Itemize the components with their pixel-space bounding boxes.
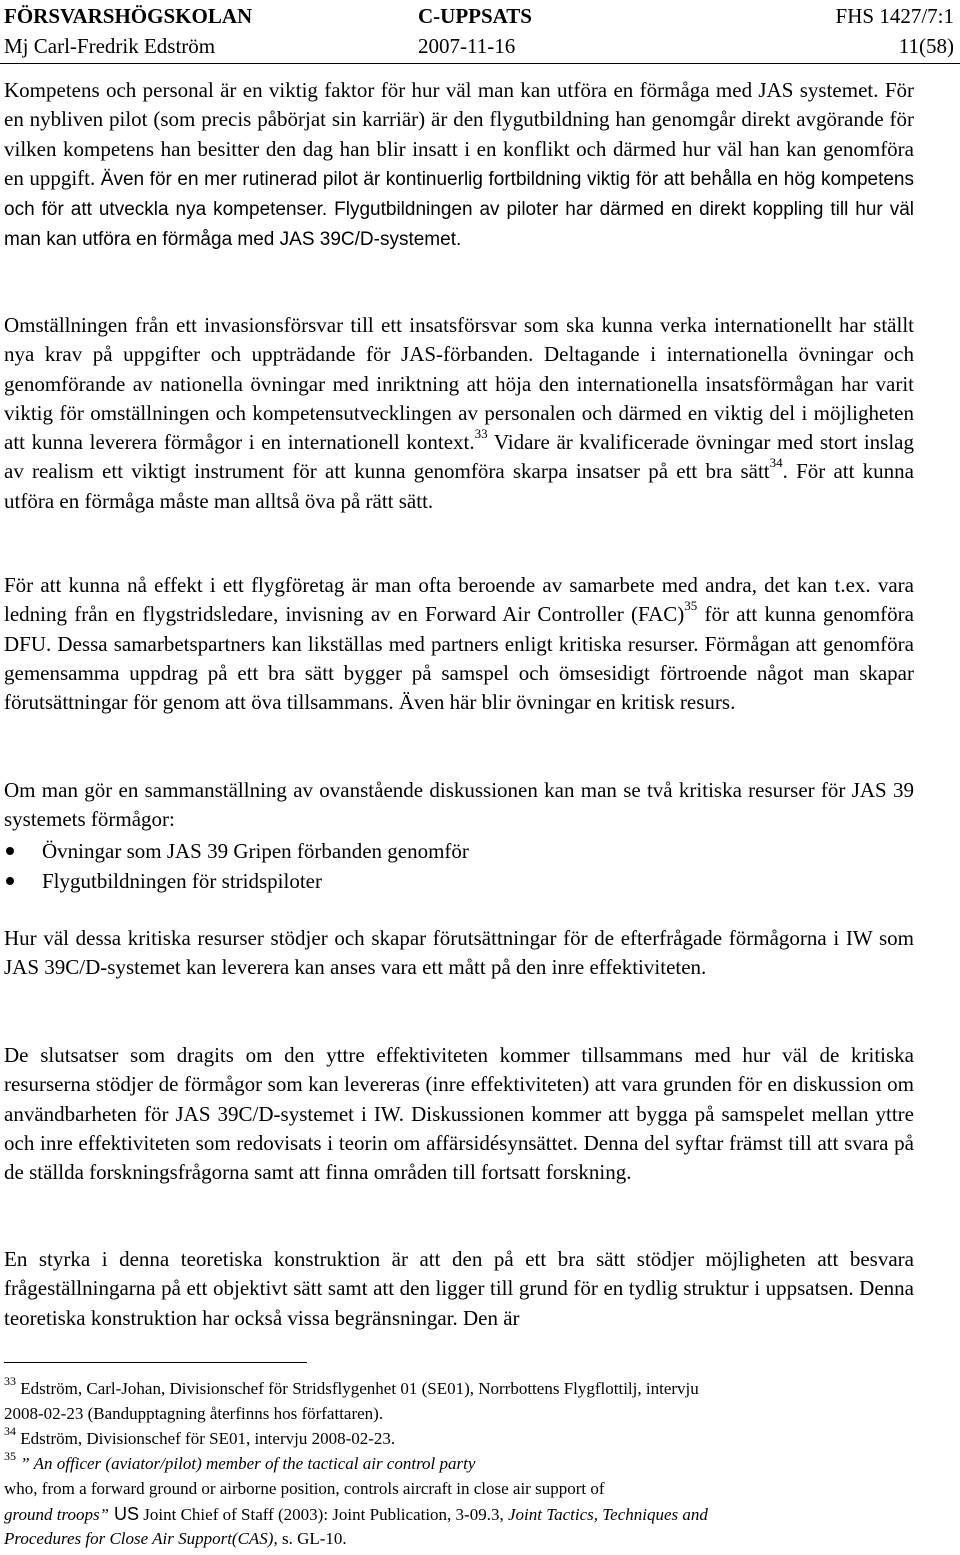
footnote-ref-33[interactable]: 33: [474, 426, 488, 442]
footnote-35-cont-1: who, from a forward ground or airborne position, controls aircraft in close air support of: [4, 1479, 605, 1498]
footnote-divider: [4, 1362, 307, 1363]
list-item: Flygutbildningen för stridspiloter: [4, 866, 914, 896]
header-page-number: 11(58): [898, 34, 954, 58]
footnote-35-cont-3: Procedures for Close Air Support(CAS), s. GL-10.: [4, 1529, 347, 1548]
footnote-33-cont: 2008-02-23 (Bandupptagning återfinns hos författaren).: [4, 1404, 384, 1423]
paragraph-conclusions: De slutsatser som dragits om den yttre effektiviteten kommer tillsammans med hur väl de kritiska resurserna stödjer de förmågor som kan levereras (inre effektiviteten) att vara grunden för en diskussion om användbarheten för JAS 39C/D-systemet i IW. Diskussionen kommer att bygga på samspelet mellan yttre och inre effektiviteten som redovisats i teorin om affärsidésynsättet. Denna del syftar främst till att svara på de ställda forskningsfrågorna samt att finna områden till fortsatt forskning.: [4, 1043, 914, 1185]
paragraph-inner-effectiveness: Hur väl dessa kritiska resurser stödjer och skapar förutsättningar för de efterfrågade förmågorna i IW som JAS 39C/D-systemet kan leverera kan anses vara ett mått på den inre effektiviteten.: [4, 926, 914, 980]
paragraph-transition: Omställningen från ett invasionsförsvar till ett insatsförsvar som ska kunna verka internationellt har ställt nya krav på uppgifter och uppträdande för JAS-förbanden. Deltagande i internationella övningar och genomförande av nationella övningar med inriktning att höja den internationella insatsförmågan har varit viktig för omställningen och kompetensutvecklingen av personalen och därmed en viktig del i möjligheten att kunna leverera förmågor i en internationell kontext.$^{33}$ Vidare är kvalificerade övningar med stort inslag av realism ett viktigt instrument för att kunna genomföra skarpa insatser på ett bra sätt$^{34}$. För att kunna utföra en förmåga måste man alltså öva på rätt sätt.: [4, 313, 915, 513]
header-divider: [0, 63, 960, 64]
bullet-icon: [6, 877, 14, 885]
list-item: Övningar som JAS 39 Gripen förbanden genomför: [4, 836, 914, 866]
paragraph-cooperation: För att kunna nå effekt i ett flygföretag är man ofta beroende av samarbete med andra, det kan t.ex. vara ledning från en flygstridsledare, invisning av en Forward Air Controller (FAC)$^{35}$ för att kunna genomföra DFU. Dessa samarbetspartners kan likställas med partners enligt kritiska resurser. Förmågan att genomföra gemensamma uppdrag på ett bra sätt bygger på samspel och ömsesidigt förtroende något man skapar förutsättningar för genom att öva tillsammans. Även här blir övningar en kritisk resurs.: [4, 573, 914, 715]
footnote-33: $^{33}$ Edström, Carl-Johan, Divisionschef för Stridsflygenhet 01 (SE01), Norrbottens Flygflottilj, intervju: [4, 1374, 699, 1398]
header-school: FÖRSVARSHÖGSKOLAN: [4, 4, 253, 28]
critical-resources-list: [4, 836, 914, 896]
header-doc-type: C-UPPSATS: [418, 4, 532, 28]
footnote-34: $^{34}$ Edström, Divisionschef för SE01, intervju 2008-02-23.: [4, 1424, 396, 1448]
header-author: Mj Carl-Fredrik Edström: [4, 34, 216, 58]
paragraph-critical-resources: Om man gör en sammanställning av ovanstående diskussionen kan man se två kritiska resurser för JAS 39 systemets förmågor:: [4, 778, 914, 832]
paragraph-competence: Kompetens och personal är en viktig faktor för hur väl man kan utföra en förmåga med JAS systemet. För en nybliven pilot (som precis påbörjat sin karriär) är den flygutbildning han genomgår direkt avgörande för vilken kompetens han besitter den dag han blir insatt i en konflikt och därmed hur väl han kan genomföra en uppgift. Även för en mer rutinerad pilot är kontinuerlig fortbildning viktig för att behålla en hög kompetens och för att utveckla nya kompetenser. Flygutbildningen av piloter har därmed en direkt koppling till hur väl man kan utföra en förmåga med JAS 39C/D-systemet.: [4, 78, 915, 251]
footnote-35-cont-2: ground troops” US Joint Chief of Staff (2003): Joint Publication, 3-09.3, Joint Tactics, Techniques and: [4, 1504, 708, 1524]
footnote-35: $^{35}$ ” An officer (aviator/pilot) member of the tactical air control party: [4, 1449, 476, 1473]
header-reference: FHS 1427/7:1: [835, 4, 954, 28]
paragraph-theoretical-construction: En styrka i denna teoretiska konstruktion är att den på ett bra sätt stödjer möjligheten att besvara frågeställningarna på ett objektivt sätt samt att den ligger till grund för en tydlig struktur i uppsatsen. Denna teoretiska konstruktion har också vissa begränsningar. Den är: [4, 1247, 914, 1330]
footnote-ref-34[interactable]: 34: [769, 455, 783, 471]
bullet-icon: [6, 847, 14, 855]
header-date: 2007-11-16: [418, 34, 516, 58]
footnote-ref-35[interactable]: 35: [684, 598, 698, 614]
paragraph-competence-sans-part: Även för en mer rutinerad pilot är kontinuerlig fortbildning viktig för att behålla en hög kompetens och för att utveckla nya kompetenser. Flygutbildningen av piloter har därmed en direkt koppling till hur väl man kan utföra en förmåga med JAS 39C/D-systemet.: [4, 168, 915, 251]
